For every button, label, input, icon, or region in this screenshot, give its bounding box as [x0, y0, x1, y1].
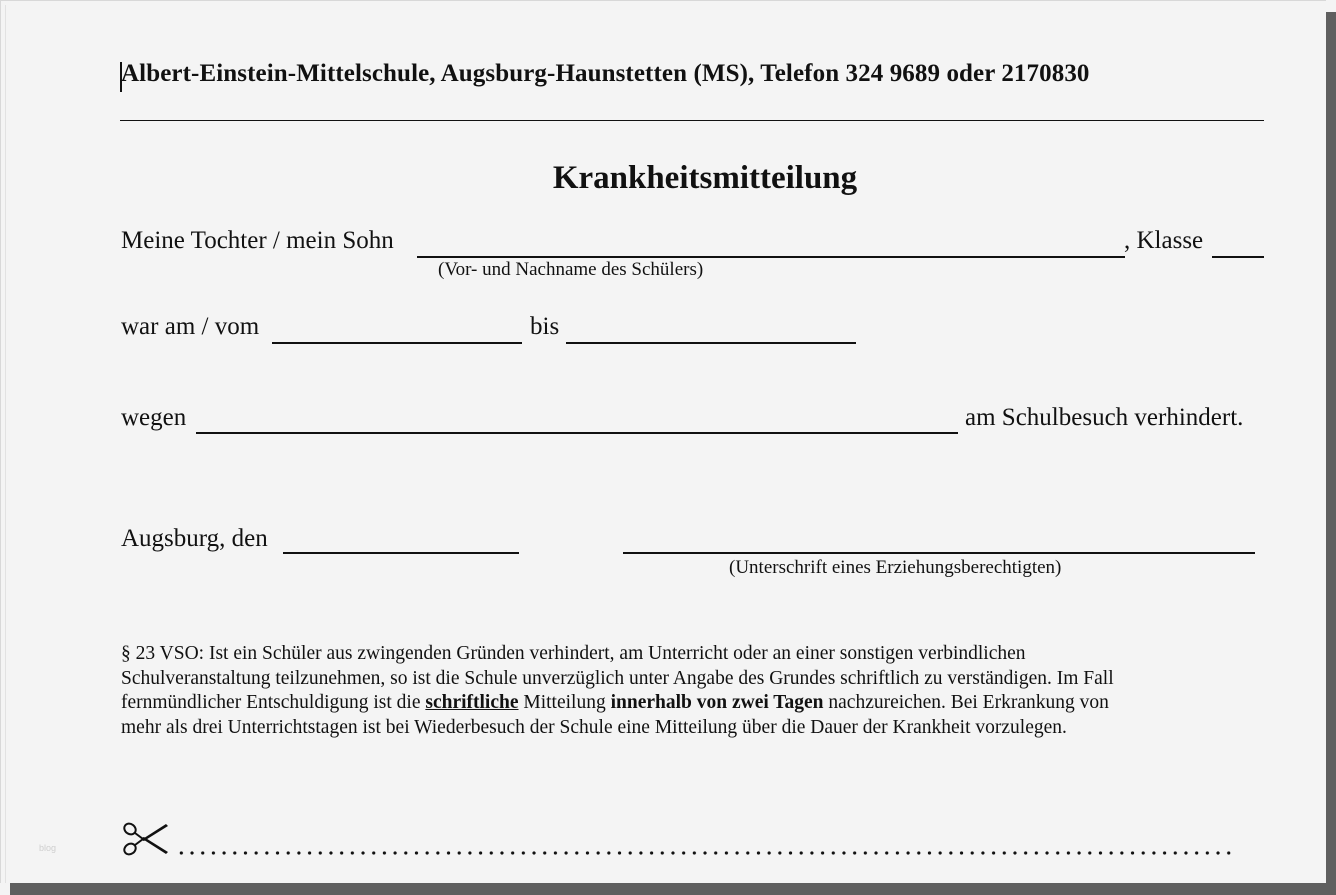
emphasis-written: schriftliche: [425, 692, 519, 713]
signature-field[interactable]: [623, 552, 1255, 554]
place-date-label: Augsburg, den: [121, 525, 268, 552]
legal-text: nachzureichen. Bei Erkrankung von: [823, 692, 1109, 713]
legal-line-2: Schulveranstaltung teilzunehmen, so ist die Schule unverzüglich unter Angabe des Grundes schriftlich zu verständigen. Im Fall: [121, 667, 1114, 689]
date-field[interactable]: [283, 552, 519, 554]
signature-caption: (Unterschrift eines Erziehungsberechtigten): [729, 557, 1062, 578]
reason-label: wegen: [121, 404, 187, 431]
page-shadow-bottom: [10, 883, 1336, 895]
emphasis-two-days: innerhalb von zwei Tagen: [610, 692, 824, 713]
class-label: , Klasse: [1124, 227, 1204, 254]
date-from-field[interactable]: [272, 342, 522, 344]
page-shadow-right: [1326, 12, 1336, 895]
legal-line-1: § 23 VSO: Ist ein Schüler aus zwingenden Gründen verhindert, am Unterricht oder an einer sonstigen verbindlichen: [121, 643, 1026, 664]
school-header: Albert-Einstein-Mittelschule, Augsburg-Haunstetten (MS), Telefon 324 9689 oder 2170830: [121, 60, 1090, 87]
page-edge: [5, 5, 6, 883]
cut-line: [176, 851, 1236, 855]
student-name-field[interactable]: [417, 256, 1125, 258]
class-field[interactable]: [1212, 256, 1264, 258]
reason-field[interactable]: [196, 432, 958, 434]
header-divider: [120, 120, 1264, 121]
form-title: Krankheitsmitteilung: [552, 160, 858, 196]
legal-line-4: mehr als drei Unterrichtstagen ist bei Wiederbesuch der Schule eine Mitteilung über die Dauer der Krankheit vorzulegen.: [121, 716, 1067, 738]
date-to-field[interactable]: [566, 342, 856, 344]
scissors-icon: [122, 820, 170, 858]
legal-line-3: [121, 691, 1271, 716]
date-from-label: war am / vom: [121, 313, 260, 340]
legal-text: Mitteilung: [518, 692, 611, 713]
date-to-label: bis: [530, 313, 560, 340]
legal-notice: [121, 642, 1271, 740]
student-name-caption: (Vor- und Nachname des Schülers): [438, 259, 704, 280]
watermark: blog: [39, 843, 57, 853]
student-label: Meine Tochter / mein Sohn: [121, 227, 394, 254]
reason-suffix: am Schulbesuch verhindert.: [965, 404, 1244, 431]
legal-text: fernmündlicher Entschuldigung ist die: [121, 692, 426, 713]
